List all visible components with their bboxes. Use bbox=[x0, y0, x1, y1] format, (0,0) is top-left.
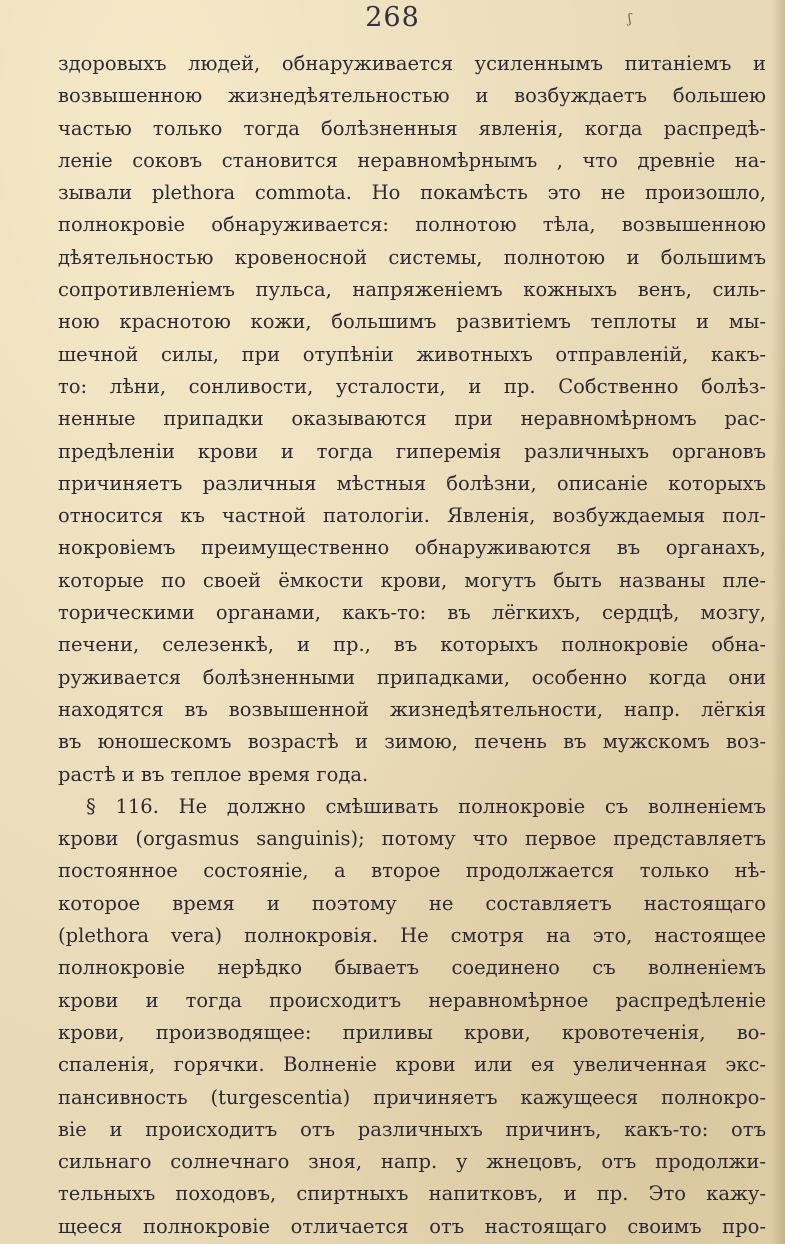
corner-mark: ʃ bbox=[628, 12, 632, 27]
text-line: ненные припадки оказываются при неравномѣрномъ рас- bbox=[58, 407, 766, 431]
text-line: которое время и поэтому не составляетъ настоящаго bbox=[58, 891, 766, 915]
text-line: тельныхъ походовъ, спиртныхъ напитковъ, и пр. Это кажу- bbox=[58, 1182, 766, 1206]
text-line: нокровiемъ преимущественно обнаруживаются въ органахъ, bbox=[58, 536, 766, 560]
text-line: въ юношескомъ возрастѣ и зимою, печень въ мужскомъ воз- bbox=[58, 730, 766, 754]
text-line: дѣятельностью кровеносной системы, полнотою и большимъ bbox=[58, 245, 766, 269]
text-line: которые по своей ёмкости крови, могутъ быть названы пле- bbox=[58, 568, 766, 592]
text-line: пансивность (turgescentia) причиняетъ кажущееся полнокро- bbox=[58, 1085, 766, 1109]
text-line: вiе и происходитъ отъ различныхъ причинъ, какъ-то: отъ bbox=[58, 1117, 766, 1141]
text-line: крови и тогда происходитъ неравномѣрное распредѣленiе bbox=[58, 988, 766, 1012]
text-line: постоянное состоянiе, а второе продолжается только нѣ- bbox=[58, 859, 766, 883]
page-number: 268 bbox=[365, 2, 420, 33]
text-line: находятся въ возвышенной жизнедѣятельности, напр. лёгкiя bbox=[58, 697, 766, 721]
text-line: сильнаго солнечнаго зноя, напр. у жнецовъ, отъ продолжи- bbox=[58, 1150, 766, 1174]
text-line: причиняетъ различныя мѣстныя болѣзни, описанiе которыхъ bbox=[58, 471, 766, 495]
text-line: крови, производящее: приливы крови, кровотеченiя, во- bbox=[58, 1020, 766, 1044]
text-line: ленiе соковъ становится неравномѣрнымъ , что древнiе на- bbox=[58, 148, 766, 172]
text-line: растѣ и въ теплое время года. bbox=[58, 762, 369, 786]
text-line: крови (orgasmus sanguinis); потому что первое представляетъ bbox=[58, 827, 766, 851]
text-line: руживается болѣзненными припадками, особенно когда они bbox=[58, 665, 766, 689]
page-edge-shadow bbox=[771, 0, 785, 1244]
text-line: полнокровiе обнаруживается: полнотою тѣла, возвышенною bbox=[58, 213, 766, 237]
text-line: то: лѣни, сонливости, усталости, и пр. Собственно болѣз- bbox=[58, 374, 766, 398]
text-line: зывали plethora commota. Но покамѣсть это не произошло, bbox=[58, 181, 766, 205]
text-line: спаленiя, горячки. Волненiе крови или ея увеличенная экс- bbox=[58, 1053, 766, 1077]
text-line: относится къ частной патологiи. Явленiя, возбуждаемыя пол- bbox=[58, 504, 766, 528]
text-line: частью только тогда болѣзненныя явленiя, когда распредѣ- bbox=[58, 116, 766, 140]
text-line: (plethora vera) полнокровiя. Не смотря на это, настоящее bbox=[58, 924, 766, 948]
body-text bbox=[58, 48, 766, 1243]
section-heading-line: § 116. Не должно смѣшивать полнокровiе съ волненiемъ bbox=[86, 794, 766, 818]
text-line: печени, селезенкѣ, и пр., въ которыхъ полнокровiе обна- bbox=[58, 633, 766, 657]
text-line: полнокровiе нерѣдко бываетъ соединено съ волненiемъ bbox=[58, 956, 766, 980]
text-line: сопротивленiемъ пульса, напряженiемъ кожныхъ венъ, силь- bbox=[58, 278, 766, 302]
text-line: возвышенною жизнедѣятельностью и возбуждаетъ большею bbox=[58, 84, 766, 108]
text-line: шечной силы, при отупѣнiи животныхъ отправленiй, какъ- bbox=[58, 342, 766, 366]
text-line: торическими органами, какъ-то: въ лёгкихъ, сердцѣ, мозгу, bbox=[58, 601, 766, 625]
text-line: здоровыхъ людей, обнаруживается усиленнымъ питанiемъ и bbox=[58, 52, 766, 75]
text-line: щееся полнокровiе отличается отъ настоящаго своимъ про- bbox=[58, 1214, 766, 1238]
text-line: ною краснотою кожи, большимъ развитiемъ теплоты и мы- bbox=[58, 310, 766, 334]
text-line: предѣленiи крови и тогда гиперемiя различныхъ органовъ bbox=[58, 439, 766, 463]
